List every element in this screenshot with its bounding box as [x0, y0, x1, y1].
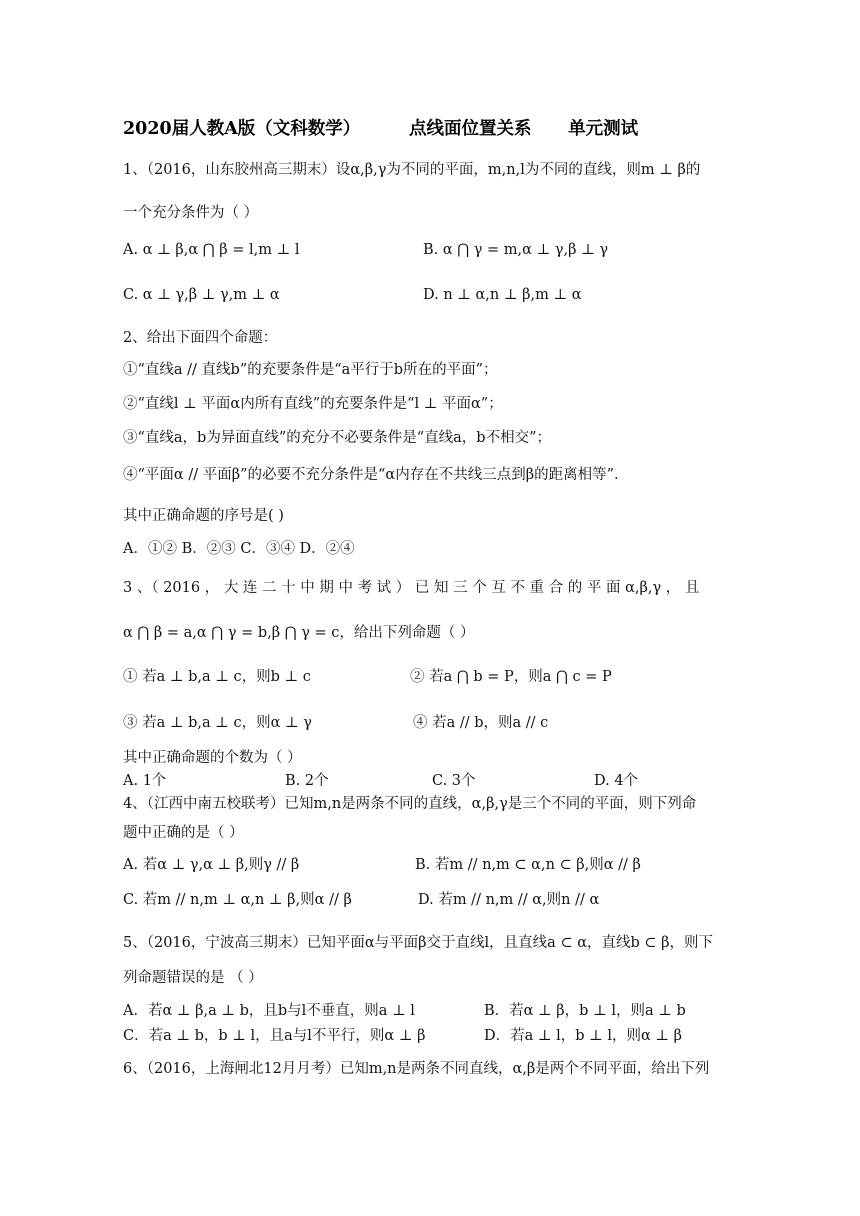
q4-option-a: A. 若α ⊥ γ,α ⊥ β,则γ // β [123, 857, 300, 873]
q6-stem-line1: 6、（2016，上海闸北12月月考）已知m,n是两条不同直线，α,β是两个不同平面，给出下列 [123, 1061, 710, 1077]
q3-stem-line1: 3 、（ 2016 ， 大 连 二 十 中 期 中 考 试 ） 已 知 三 个 互 不 重 合 的 平 面 α,β,γ ， 且 [123, 580, 700, 596]
q4-stem-line1: 4、（江西中南五校联考）已知m,n是两条不同的直线，α,β,γ是三个不同的平面，则下列命 [123, 796, 697, 812]
q3-proposition-3: ③ 若a ⊥ b,a ⊥ c，则α ⊥ γ [123, 715, 312, 731]
q3-propositions-row2 [123, 713, 740, 733]
q4-options-row2 [123, 890, 740, 910]
q3-proposition-1: ① 若a ⊥ b,a ⊥ c，则b ⊥ c [123, 669, 311, 685]
q3-proposition-2: ② 若a ⋂ b = P，则a ⋂ c = P [410, 669, 612, 685]
q1-options-row2 [123, 285, 740, 305]
q3-options [123, 771, 740, 791]
q5-options-row2 [123, 1026, 740, 1046]
q5-option-a: A．若α ⊥ β,a ⊥ b，且b与l不垂直，则a ⊥ l [123, 1003, 415, 1019]
q2-ask: 其中正确命题的序号是( ) [123, 508, 284, 524]
q4-option-d: D. 若m // n,m // α,则n // α [418, 892, 600, 908]
q1-stem-line1: 1、（2016，山东胶州高三期末）设α,β,γ为不同的平面，m,n,l为不同的直线，则m ⊥ β的 [123, 162, 701, 178]
q3-ask: 其中正确命题的个数为（ ） [123, 750, 302, 766]
q2-proposition-2: ②“直线l ⊥ 平面α内所有直线”的充要条件是“l ⊥ 平面α”； [123, 396, 503, 412]
q4-stem-line2: 题中正确的是（ ） [123, 825, 244, 841]
q1-option-c: C. α ⊥ γ,β ⊥ γ,m ⊥ α [123, 287, 280, 303]
q1-option-b: B. α ⋂ γ = m,α ⊥ γ,β ⊥ γ [423, 242, 608, 258]
q3-stem-line2: α ⋂ β = a,α ⋂ γ = b,β ⋂ γ = c，给出下列命题（ ） [123, 625, 475, 641]
q1-option-d: D. n ⊥ α,n ⊥ β,m ⊥ α [423, 287, 582, 303]
q4-option-b: B. 若m // n,m ⊂ α,n ⊂ β,则α // β [415, 857, 641, 873]
q3-option-b: B. 2个 [285, 773, 329, 789]
q5-option-d: D．若a ⊥ l，b ⊥ l，则α ⊥ β [484, 1028, 683, 1044]
q3-option-d: D. 4个 [594, 773, 639, 789]
q1-options-row1 [123, 240, 740, 260]
q5-stem-line1: 5、（2016，宁波高三期末）已知平面α与平面β交于直线l，且直线a ⊂ α，直线b ⊂ β，则下 [123, 935, 714, 951]
q3-option-c: C. 3个 [432, 773, 476, 789]
q1-option-a: A. α ⊥ β,α ⋂ β = l,m ⊥ l [123, 242, 300, 258]
q5-option-c: C．若a ⊥ b，b ⊥ l，且a与l不平行，则α ⊥ β [123, 1028, 426, 1044]
q4-options-row1 [123, 855, 740, 875]
page-title: 2020届人教A版（文科数学） 点线面位置关系 单元测试 [123, 119, 639, 139]
q3-proposition-4: ④ 若a // b，则a // c [413, 715, 549, 731]
q3-propositions-row1 [123, 667, 740, 687]
q4-option-c: C. 若m // n,m ⊥ α,n ⊥ β,则α // β [123, 892, 352, 908]
q2-options: A．①② B．②③ C．③④ D．②④ [123, 541, 355, 557]
q2-proposition-4: ④“平面α // 平面β”的必要不充分条件是“α内存在不共线三点到β的距离相等”. [123, 467, 619, 483]
q1-stem-line2: 一个充分条件为（ ） [123, 205, 259, 221]
q2-proposition-3: ③“直线a，b为异面直线”的充分不必要条件是“直线a，b不相交”； [123, 430, 552, 446]
q2-stem: 2、给出下面四个命题： [123, 330, 278, 346]
q2-proposition-1: ①“直线a // 直线b”的充要条件是“a平行于b所在的平面”； [123, 362, 498, 378]
q5-options-row1 [123, 1001, 740, 1021]
q5-option-b: B．若α ⊥ β，b ⊥ l，则a ⊥ b [484, 1003, 686, 1019]
q5-stem-line2: 列命题错误的是 （ ） [123, 970, 263, 986]
q3-option-a: A. 1个 [123, 773, 167, 789]
